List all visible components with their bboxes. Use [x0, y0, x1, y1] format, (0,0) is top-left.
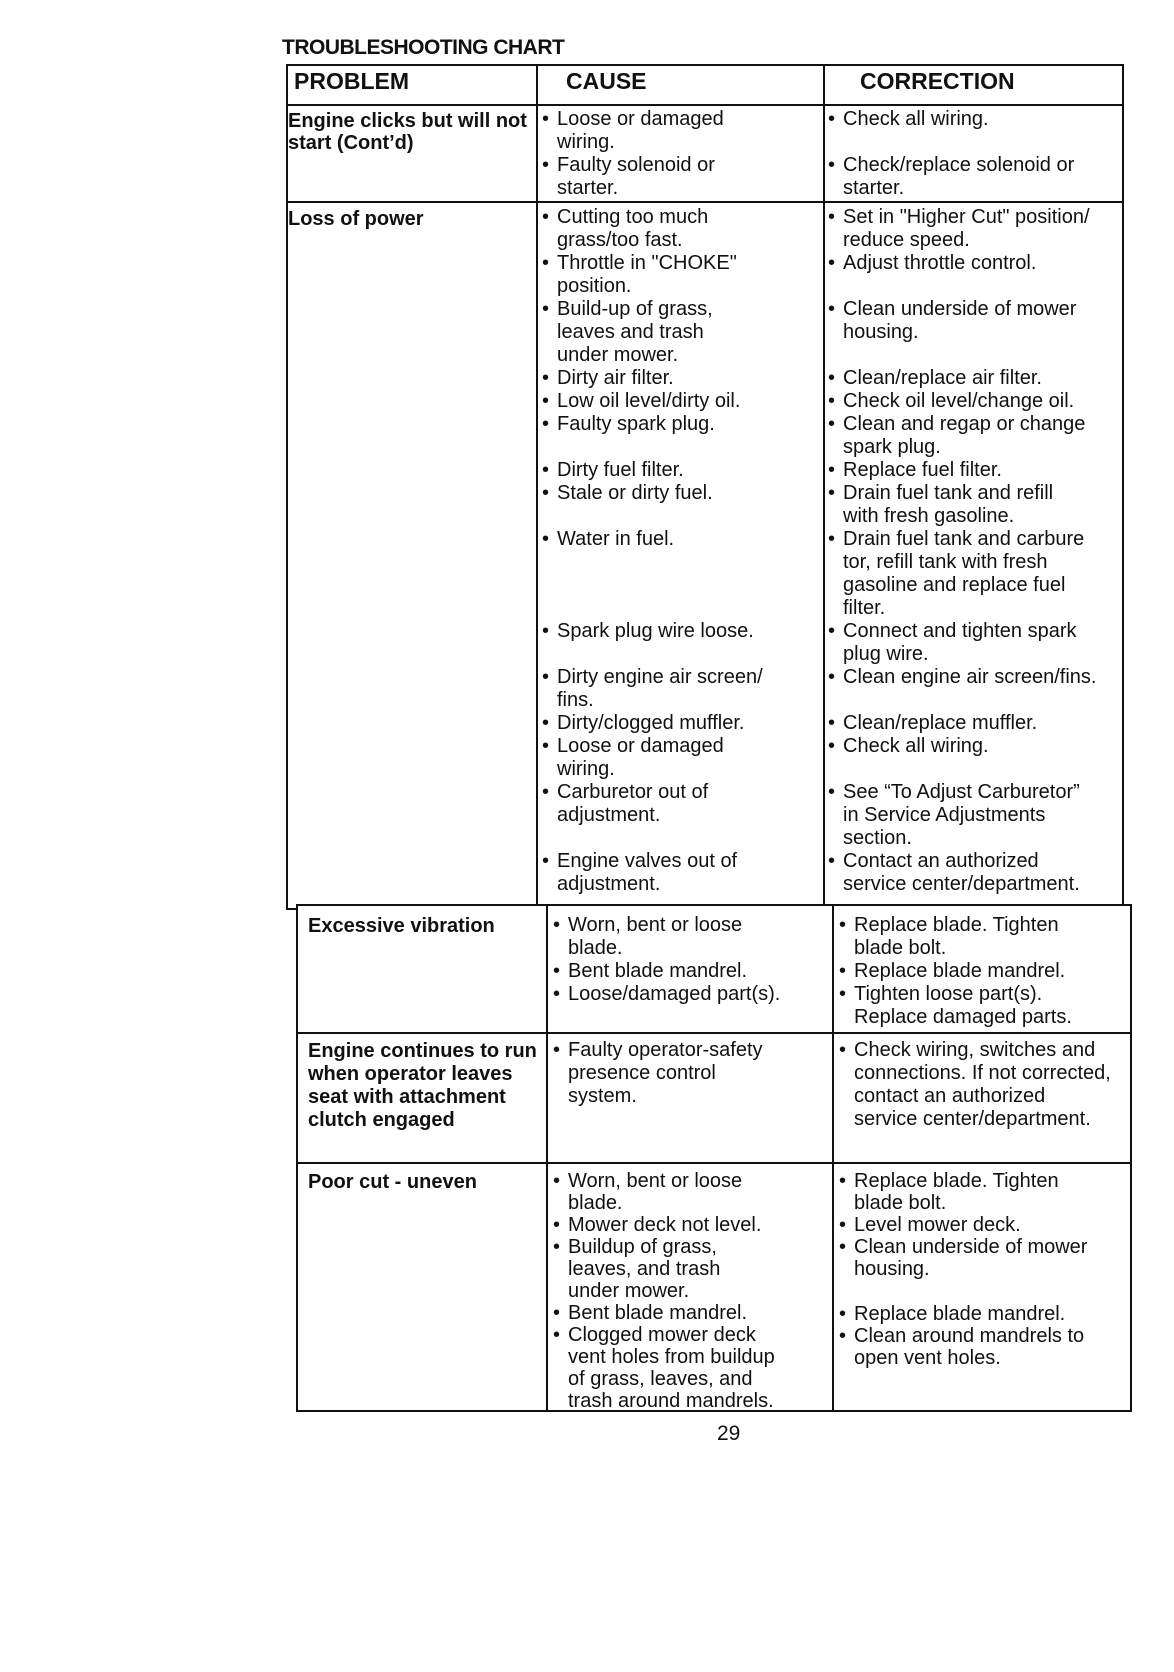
table-lower	[296, 904, 1132, 1412]
list-item: • Clean underside of mower housing.	[838, 1236, 1087, 1280]
list-item: • Dirty engine air screen/ fins.	[541, 666, 763, 712]
list-item: • Level mower deck.	[838, 1214, 1087, 1236]
correction-list	[827, 108, 1074, 200]
list-item: • Replace fuel filter.	[827, 459, 1096, 482]
list-item: • Clean and regap or change spark plug.	[827, 413, 1096, 459]
list-item: • Replace blade. Tighten blade bolt.	[838, 914, 1072, 960]
list-item: • Dirty air filter.	[541, 367, 763, 390]
list-item: • Throttle in "CHOKE" position.	[541, 252, 763, 298]
list-item: • See “To Adjust Carburetor” in Service Adjustments section.	[827, 781, 1096, 850]
problem-poor-cut: Poor cut - uneven	[308, 1171, 477, 1193]
list-item: • Stale or dirty fuel.	[541, 482, 763, 505]
chart-title: TROUBLESHOOTING CHART	[282, 36, 565, 59]
list-item: • Engine valves out of adjustment.	[541, 850, 763, 896]
list-item: • Replace blade. Tighten blade bolt.	[838, 1170, 1087, 1214]
page-number: 29	[717, 1422, 741, 1445]
cause-list	[552, 1170, 775, 1412]
list-item: • Build-up of grass, leaves and trash under mower.	[541, 298, 763, 367]
table-upper	[286, 64, 1124, 910]
list-item: • Drain fuel tank and refill with fresh gasoline.	[827, 482, 1096, 528]
list-item: • Check oil level/change oil.	[827, 390, 1096, 413]
problem-text: Engine continues to run when operator leaves seat with attachment clutch engaged	[308, 1040, 537, 1131]
list-item: • Faulty spark plug.	[541, 413, 763, 436]
list-item: • Set in "Higher Cut" position/ reduce speed.	[827, 206, 1096, 252]
list-item: • Clean engine air screen/fins.	[827, 666, 1096, 689]
problem-loss-of-power: Loss of power	[288, 208, 424, 230]
list-item: • Loose or damaged wiring.	[541, 108, 724, 154]
header-problem: PROBLEM	[294, 68, 409, 94]
cause-list	[552, 1039, 763, 1108]
list-item: • Check all wiring.	[827, 735, 1096, 758]
list-item: • Contact an authorized service center/department.	[827, 850, 1096, 896]
correction-list	[838, 1039, 1111, 1131]
header-cause: CAUSE	[566, 68, 647, 94]
column-divider	[832, 906, 834, 1410]
list-item: • Connect and tighten spark plug wire.	[827, 620, 1096, 666]
list-item: • Check/replace solenoid or starter.	[827, 154, 1074, 200]
list-item: • Faulty operator-safety presence control system.	[552, 1039, 763, 1108]
header-correction: CORRECTION	[860, 68, 1015, 94]
list-item: • Dirty fuel filter.	[541, 459, 763, 482]
list-item: • Check wiring, switches and connections. If not corrected, contact an authorized service center/department.	[838, 1039, 1111, 1131]
cause-list	[541, 206, 763, 896]
problem-engine-clicks: Engine clicks but will not start (Cont’d)	[288, 110, 527, 154]
problem-excessive-vibration: Excessive vibration	[308, 915, 495, 937]
list-item: • Clean underside of mower housing.	[827, 298, 1096, 344]
problem-engine-continues	[308, 1040, 544, 1132]
list-item: • Clean around mandrels to open vent holes.	[838, 1325, 1087, 1369]
list-item: • Loose or damaged wiring.	[541, 735, 763, 781]
list-item: • Adjust throttle control.	[827, 252, 1096, 275]
correction-list	[838, 914, 1072, 1029]
list-item: • Worn, bent or loose blade.	[552, 914, 780, 960]
cause-list	[541, 108, 724, 200]
list-item: • Clogged mower deck vent holes from buildup of grass, leaves, and trash around mandrels.	[552, 1324, 775, 1412]
row-divider	[298, 1162, 1130, 1164]
list-item: • Carburetor out of adjustment.	[541, 781, 763, 827]
list-item: • Tighten loose part(s). Replace damaged parts.	[838, 983, 1072, 1029]
list-item: • Cutting too much grass/too fast.	[541, 206, 763, 252]
list-item: • Loose/damaged part(s).	[552, 983, 780, 1006]
column-divider	[546, 906, 548, 1410]
list-item: • Worn, bent or loose blade.	[552, 1170, 775, 1214]
list-item: • Replace blade mandrel.	[838, 1303, 1087, 1325]
list-item: • Dirty/clogged muffler.	[541, 712, 763, 735]
column-divider	[536, 66, 538, 908]
list-item: • Replace blade mandrel.	[838, 960, 1072, 983]
list-item: • Clean/replace air filter.	[827, 367, 1096, 390]
list-item: • Water in fuel.	[541, 528, 763, 551]
list-item: • Mower deck not level.	[552, 1214, 775, 1236]
list-item: • Spark plug wire loose.	[541, 620, 763, 643]
row-divider	[288, 201, 1122, 203]
list-item: • Clean/replace muffler.	[827, 712, 1096, 735]
cause-list	[552, 914, 780, 1006]
list-item: • Drain fuel tank and carbure tor, refill tank with fresh gasoline and replace fuel filter.	[827, 528, 1096, 620]
list-item: • Low oil level/dirty oil.	[541, 390, 763, 413]
correction-list	[838, 1170, 1087, 1369]
list-item: • Buildup of grass, leaves, and trash under mower.	[552, 1236, 775, 1302]
list-item: • Faulty solenoid or starter.	[541, 154, 724, 200]
header-divider	[288, 104, 1122, 106]
row-divider	[298, 1032, 1130, 1034]
list-item: • Bent blade mandrel.	[552, 1302, 775, 1324]
list-item: • Bent blade mandrel.	[552, 960, 780, 983]
correction-list	[827, 206, 1096, 896]
list-item: • Check all wiring.	[827, 108, 1074, 131]
column-divider	[823, 66, 825, 908]
